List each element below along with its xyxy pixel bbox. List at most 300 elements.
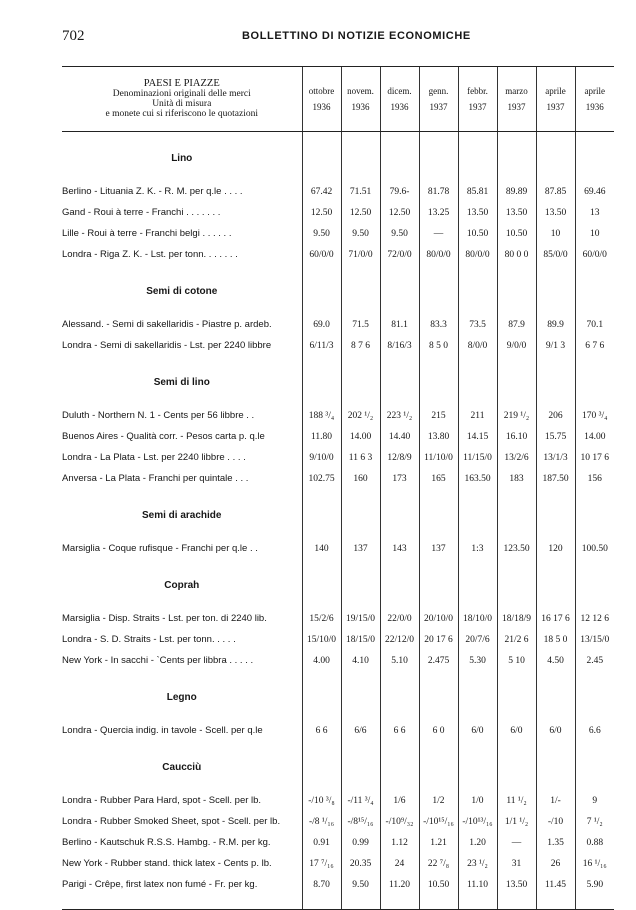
year-label: 1936 [585,102,604,112]
spacer-cell [341,393,380,405]
spacer-row [62,596,614,608]
spacer-cell [380,132,419,170]
value-cell: -/10¹³/₁₆ [458,811,497,832]
value-cell: 1.21 [419,832,458,853]
value-cell: 123.50 [497,538,536,559]
spacer-cell [419,895,458,910]
value-cell: 5.10 [380,650,419,671]
value-cell: 1/6 [380,790,419,811]
header-line: Unità di misura [152,99,212,109]
value-cell: 12 12 6 [575,608,614,629]
month-label: aprile [545,86,566,96]
value-cell: 137 [419,538,458,559]
spacer-cell [380,778,419,790]
table-row [62,335,614,356]
table-row [62,832,614,853]
value-cell: 1/- [536,790,575,811]
spacer-cell [341,741,380,778]
spacer-cell [341,356,380,393]
month-label: dicem. [387,86,412,96]
value-cell: 206 [536,405,575,426]
value-cell: 85.81 [458,181,497,202]
year-label: 1936 [351,102,370,112]
value-cell: 1/1 ¹/₂ [497,811,536,832]
spacer-cell [341,559,380,596]
value-cell: 0.91 [302,832,341,853]
spacer-cell [341,778,380,790]
table-row [62,244,614,265]
month-header [575,67,614,132]
spacer-cell [536,132,575,170]
value-cell: 120 [536,538,575,559]
table-row [62,650,614,671]
spacer-cell [419,356,458,393]
header-description [62,67,302,132]
value-cell: 79.6- [380,181,419,202]
spacer-cell [497,302,536,314]
table-row [62,314,614,335]
spacer-cell [419,708,458,720]
row-label: Duluth - Northern N. 1 - Cents per 56 libbre . . [62,410,255,421]
value-cell: 60/0/0 [575,244,614,265]
spacer-cell [341,265,380,302]
value-cell: 80/0/0 [419,244,458,265]
value-cell: -/8¹⁵/₁₆ [341,811,380,832]
month-label: ottobre [308,86,335,96]
spacer-cell [458,526,497,538]
value-cell: 14.40 [380,426,419,447]
spacer-cell [575,265,614,302]
spacer-cell [302,265,341,302]
spacer-cell [536,169,575,181]
value-cell: -/10⁹/₃₂ [380,811,419,832]
value-cell: 81.78 [419,181,458,202]
spacer-cell [536,489,575,526]
value-cell: 11.10 [458,874,497,895]
value-cell: 8 5 0 [419,335,458,356]
year-label: 1937 [429,102,448,112]
value-cell: 4.00 [302,650,341,671]
value-cell: 26 [536,853,575,874]
value-cell: 14.15 [458,426,497,447]
value-cell: 18/18/9 [497,608,536,629]
value-cell: -/10¹⁵/₁₆ [419,811,458,832]
spacer-cell [575,559,614,596]
spacer-cell [575,778,614,790]
spacer-row [62,169,614,181]
table-row [62,874,614,895]
header-line: Denominazioni originali delle merci [112,89,251,99]
value-cell: 83.3 [419,314,458,335]
value-cell: 71.5 [341,314,380,335]
row-label: Marsiglia - Coque rufisque - Franchi per q.le . . [62,543,258,554]
year-label: 1937 [507,102,526,112]
row-label: Londra - Semi di sakellaridis - Lst. per 2240 libbre [62,340,272,351]
value-cell: 16 ¹/₁₆ [575,853,614,874]
month-label: aprile [584,86,605,96]
value-cell: 71.51 [341,181,380,202]
row-label: Londra - Quercia indig. in tavole - Scell. per q.le [62,725,263,736]
value-cell: 12.50 [341,202,380,223]
value-cell: 5.90 [575,874,614,895]
row-label: Berlino - Kautschuk R.S.S. Hambg. - R.M. per kg. [62,837,271,848]
spacer-cell [497,741,536,778]
value-cell: 5.30 [458,650,497,671]
value-cell: 5 10 [497,650,536,671]
value-cell: 10.50 [419,874,458,895]
value-cell: 13.25 [419,202,458,223]
spacer-cell [341,302,380,314]
value-cell: 13/2/6 [497,447,536,468]
spacer-cell [380,526,419,538]
value-cell: 73.5 [458,314,497,335]
spacer-cell [458,778,497,790]
value-cell: 16 17 6 [536,608,575,629]
spacer-cell [536,708,575,720]
value-cell: 10.50 [497,223,536,244]
spacer-row [62,708,614,720]
spacer-cell [302,356,341,393]
table-row [62,608,614,629]
value-cell: 6 7 6 [575,335,614,356]
section-title: Lino [171,153,193,164]
value-cell: 9.50 [341,874,380,895]
value-cell: 11 6 3 [341,447,380,468]
value-cell: 170 ³/₄ [575,405,614,426]
spacer-cell [497,778,536,790]
year-label: 1937 [468,102,487,112]
value-cell: 100.50 [575,538,614,559]
value-cell: 87.9 [497,314,536,335]
spacer-cell [497,132,536,170]
value-cell: 19/15/0 [341,608,380,629]
value-cell: 9.50 [302,223,341,244]
value-cell: 13.50 [536,202,575,223]
value-cell: 140 [302,538,341,559]
spacer-cell [575,526,614,538]
spacer-cell [341,708,380,720]
table-header-row [62,67,614,132]
value-cell: 9.50 [380,223,419,244]
value-cell: 20/7/6 [458,629,497,650]
spacer-cell [536,526,575,538]
year-label: 1936 [390,102,409,112]
value-cell: 22 ⁷/₈ [419,853,458,874]
value-cell: 6/0 [536,720,575,741]
value-cell: 70.1 [575,314,614,335]
value-cell: 6 6 [302,720,341,741]
spacer-cell [419,671,458,708]
table-row [62,223,614,244]
table-row [62,405,614,426]
spacer-cell [536,559,575,596]
value-cell: 9.50 [341,223,380,244]
section-title: Semi di lino [153,377,210,388]
spacer-cell [341,132,380,170]
spacer-cell [536,895,575,910]
value-cell: 2.45 [575,650,614,671]
spacer-cell [302,895,341,910]
value-cell: 71/0/0 [341,244,380,265]
value-cell: -/10 ³/₈ [302,790,341,811]
value-cell: 9 [575,790,614,811]
value-cell: 60/0/0 [302,244,341,265]
value-cell: 14.00 [341,426,380,447]
table-row [62,538,614,559]
value-cell: 80 0 0 [497,244,536,265]
section-title: Caucciù [162,762,202,773]
value-cell: — [497,832,536,853]
value-cell: 9/1 3 [536,335,575,356]
row-label: Anversa - La Plata - Franchi per quintale . . . [62,473,249,484]
value-cell: 137 [341,538,380,559]
value-cell: 31 [497,853,536,874]
spacer-cell [497,526,536,538]
table-row [62,720,614,741]
table-row [62,202,614,223]
row-label: Londra - S. D. Straits - Lst. per tonn. . . . . [62,634,236,645]
spacer-cell [302,489,341,526]
spacer-cell [341,596,380,608]
spacer-cell [458,132,497,170]
value-cell: 102.75 [302,468,341,489]
value-cell: 23 ¹/₂ [458,853,497,874]
value-cell: 160 [341,468,380,489]
month-header [497,67,536,132]
value-cell: 81.1 [380,314,419,335]
value-cell: 13/15/0 [575,629,614,650]
value-cell: 188 ³/₄ [302,405,341,426]
spacer-cell [575,671,614,708]
value-cell: 12/8/9 [380,447,419,468]
spacer-cell [62,596,302,608]
spacer-cell [458,895,497,910]
spacer-cell [380,895,419,910]
spacer-cell [341,895,380,910]
value-cell: 219 ¹/₂ [497,405,536,426]
value-cell: 69.46 [575,181,614,202]
spacer-cell [419,778,458,790]
spacer-row [62,778,614,790]
spacer-cell [536,393,575,405]
spacer-cell [419,265,458,302]
value-cell: 183 [497,468,536,489]
spacer-cell [302,596,341,608]
value-cell: 0.88 [575,832,614,853]
value-cell: 67.42 [302,181,341,202]
section-title: Legno [166,692,197,703]
value-cell: 6/0 [458,720,497,741]
value-cell: 13.50 [458,202,497,223]
spacer-cell [497,671,536,708]
row-label: New York - In sacchi - `Cents per libbra . . . . . [62,655,254,666]
value-cell: 11 ¹/₂ [497,790,536,811]
section-header-row [62,559,614,596]
row-label: Marsiglia - Disp. Straits - Lst. per ton. di 2240 lib. [62,613,267,624]
value-cell: 163.50 [458,468,497,489]
month-header [536,67,575,132]
value-cell: 10 [575,223,614,244]
value-cell: 69.0 [302,314,341,335]
value-cell: 0.99 [341,832,380,853]
table-row [62,790,614,811]
value-cell: 11.80 [302,426,341,447]
spacer-cell [458,169,497,181]
spacer-cell [380,356,419,393]
spacer-cell [62,393,302,405]
spacer-cell [341,526,380,538]
value-cell: 6 6 [380,720,419,741]
value-cell: 72/0/0 [380,244,419,265]
spacer-cell [380,169,419,181]
spacer-cell [419,526,458,538]
spacer-cell [458,708,497,720]
table-bottom-rule [62,895,614,910]
value-cell: 202 ¹/₂ [341,405,380,426]
value-cell: 10.50 [458,223,497,244]
spacer-cell [497,169,536,181]
spacer-cell [380,559,419,596]
spacer-cell [458,393,497,405]
value-cell: 211 [458,405,497,426]
spacer-cell [62,302,302,314]
value-cell: 20/10/0 [419,608,458,629]
month-header [380,67,419,132]
spacer-cell [302,302,341,314]
spacer-cell [497,393,536,405]
spacer-cell [419,302,458,314]
spacer-cell [536,778,575,790]
spacer-cell [458,356,497,393]
spacer-cell [302,169,341,181]
spacer-cell [302,132,341,170]
section-header-row [62,265,614,302]
year-label: 1936 [312,102,331,112]
row-label: Londra - Rubber Para Hard, spot - Scell. per lb. [62,795,262,806]
page-number: 702 [62,28,85,44]
month-label: febbr. [467,86,488,96]
value-cell: 1.12 [380,832,419,853]
year-label: 1937 [546,102,565,112]
value-cell: 11.20 [380,874,419,895]
value-cell: 223 ¹/₂ [380,405,419,426]
value-cell: 9/10/0 [302,447,341,468]
value-cell: 1.35 [536,832,575,853]
spacer-cell [575,895,614,910]
value-cell: 20 17 6 [419,629,458,650]
value-cell: 80/0/0 [458,244,497,265]
value-cell: 2.475 [419,650,458,671]
value-cell: 11/10/0 [419,447,458,468]
value-cell: 14.00 [575,426,614,447]
value-cell: 1.20 [458,832,497,853]
value-cell: 22/0/0 [380,608,419,629]
spacer-cell [536,671,575,708]
spacer-cell [302,526,341,538]
value-cell: 89.9 [536,314,575,335]
row-label: Buenos Aires - Qualità corr. - Pesos carta p. q.le [62,431,265,442]
spacer-cell [575,708,614,720]
spacer-cell [575,741,614,778]
header-line: PAESI E PIAZZE [143,78,220,89]
row-label: Londra - La Plata - Lst. per 2240 libbre . . . . [62,452,246,463]
spacer-cell [497,356,536,393]
spacer-cell [341,671,380,708]
value-cell: 215 [419,405,458,426]
section-header-row [62,741,614,778]
spacer-cell [419,559,458,596]
spacer-cell [302,778,341,790]
value-cell: 6/0 [497,720,536,741]
value-cell: 10 [536,223,575,244]
month-label: marzo [505,86,528,96]
spacer-cell [62,778,302,790]
prices-table [62,66,614,910]
row-label: Lille - Roui à terre - Franchi belgi . . . . . . [62,228,232,239]
value-cell: 13.50 [497,874,536,895]
row-label: Gand - Roui à terre - Franchi . . . . . . . [62,207,221,218]
value-cell: 4.10 [341,650,380,671]
spacer-cell [575,356,614,393]
spacer-cell [536,356,575,393]
section-title: Semi di arachide [142,510,222,521]
spacer-cell [380,302,419,314]
month-header [458,67,497,132]
value-cell: 15/10/0 [302,629,341,650]
value-cell: 15.75 [536,426,575,447]
value-cell: -/8 ¹/₁₆ [302,811,341,832]
value-cell: -/10 [536,811,575,832]
row-label: Londra - Rubber Smoked Sheet, spot - Scell. per lb. [62,816,281,827]
value-cell: 10 17 6 [575,447,614,468]
spacer-cell [419,132,458,170]
value-cell: 8/0/0 [458,335,497,356]
spacer-row [62,393,614,405]
row-label: Londra - Riga Z. K. - Lst. per tonn. . . . . . . [62,249,238,260]
spacer-cell [458,559,497,596]
spacer-cell [419,489,458,526]
value-cell: 17 ⁷/₁₆ [302,853,341,874]
spacer-cell [380,489,419,526]
table-row [62,629,614,650]
value-cell: 13.80 [419,426,458,447]
value-cell: 13/1/3 [536,447,575,468]
value-cell: 6.6 [575,720,614,741]
value-cell: 15/2/6 [302,608,341,629]
spacer-cell [302,708,341,720]
spacer-cell [575,489,614,526]
value-cell: 6/6 [341,720,380,741]
table-row [62,181,614,202]
spacer-cell [536,302,575,314]
spacer-cell [458,741,497,778]
month-label: genn. [428,86,449,96]
value-cell: 87.85 [536,181,575,202]
spacer-cell [497,895,536,910]
spacer-cell [536,741,575,778]
spacer-cell [497,708,536,720]
value-cell: 22/12/0 [380,629,419,650]
spacer-cell [302,559,341,596]
spacer-cell [497,489,536,526]
spacer-cell [458,302,497,314]
spacer-cell [380,596,419,608]
value-cell: 173 [380,468,419,489]
value-cell: — [419,223,458,244]
value-cell: 21/2 6 [497,629,536,650]
spacer-cell [380,741,419,778]
value-cell: 20.35 [341,853,380,874]
